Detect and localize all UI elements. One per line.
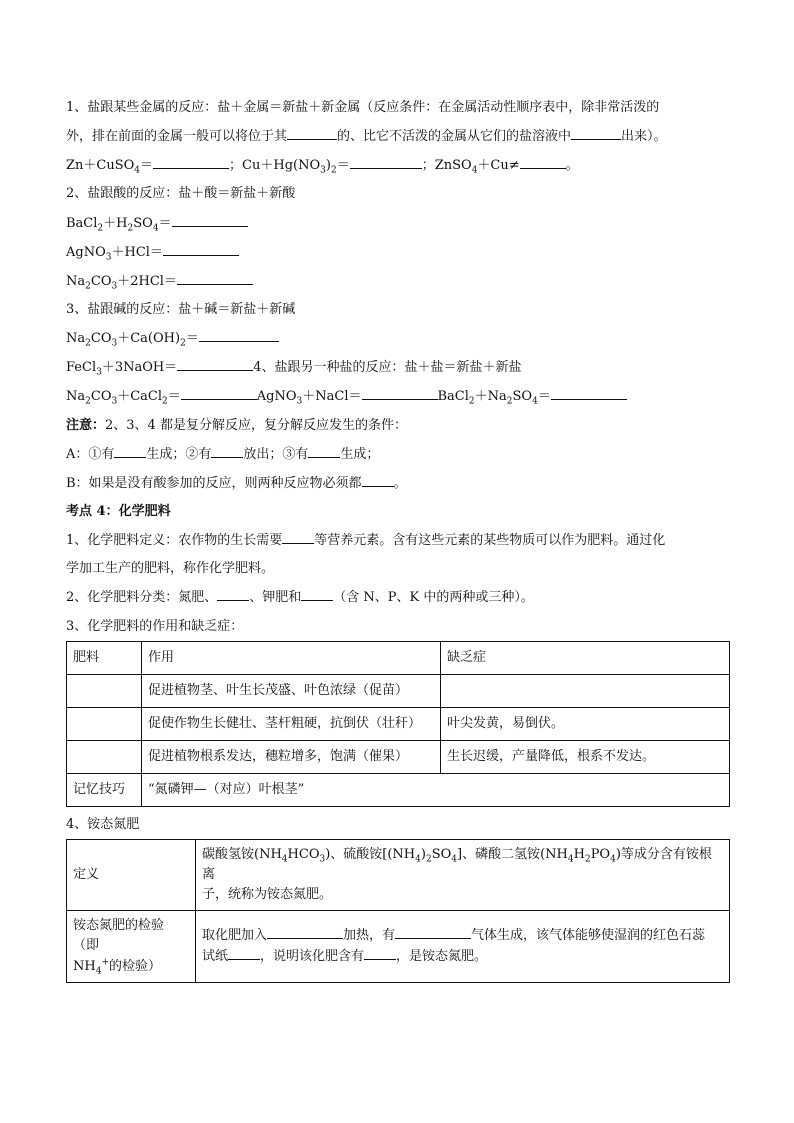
answer-blank[interactable] [395,925,471,939]
k4-p4: 4、铵态氮肥 [66,816,140,832]
table-header: 作用 [142,641,441,674]
eq-text: CO [90,331,112,347]
eq-text: AgNO [66,244,106,260]
answer-blank[interactable] [181,386,257,400]
def-text: 碳酸氢铵(NH [202,846,282,862]
answer-blank[interactable] [114,444,146,458]
eq-text: SO [512,389,533,405]
s1-equations [66,155,730,176]
s1-text-b2: 的、比它不活泼的金属从它们的盐溶液中 [337,129,572,145]
subscript: 2 [584,854,591,865]
answer-blank[interactable] [520,155,566,169]
s3-eq2-and-s4-title [66,357,730,378]
subscript: 3 [296,397,303,407]
eq-text: ＋NaCl＝ [302,389,362,405]
superscript: + [101,957,109,968]
def-text: H [573,846,585,862]
eq-text: ＋H [103,215,128,231]
subscript: 4 [471,165,478,176]
eq-text: 。 [565,158,579,174]
table-row [67,674,730,707]
table-header: 缺乏症 [441,641,730,674]
k4-p1c: 学加工生产的肥料，称作化学肥料。 [66,561,275,577]
s1-text-a: 1、盐跟某些金属的反应：盐＋金属＝新盐＋新金属（反应条件：在金属活动性顺序表中，除非常活泼的 [66,100,660,115]
answer-blank[interactable] [172,213,248,227]
subscript: 2 [97,223,104,234]
eq-text: Na [66,389,86,405]
k4-p2 [66,587,730,608]
s2-title: 2、盐跟酸的反应：盐＋酸＝新盐＋新酸 [66,186,296,202]
k4-text: 1、化学肥料定义：农作物的生长需要 [66,533,283,549]
eq-text: ＝ [336,158,350,174]
answer-blank[interactable] [364,946,396,960]
s1-line-a [66,98,730,118]
answer-blank[interactable] [217,587,249,601]
subscript: 2 [506,397,513,407]
s4-equations [66,386,730,407]
answer-blank[interactable] [267,925,343,939]
answer-blank[interactable] [350,155,422,169]
eq-text: ＝ [185,331,199,347]
table-cell: 促进植物根系发达，穗粒增多，饱满（催果） [142,740,441,773]
test-text-part: ，说明该化肥含有 [260,949,365,965]
eq-text: Na [66,331,86,347]
note-a-text: 生成；②有 [146,446,212,462]
test-label-line1: 铵态氮肥的检验 [73,918,165,934]
eq-text: BaCl [66,215,98,231]
subscript: 4 [152,223,159,234]
k4-text: 2、化学肥料分类：氮肥、 [66,590,218,606]
table-row [67,707,730,740]
ammonium-table [66,839,730,983]
answer-blank[interactable] [571,126,621,140]
eq-text: ) [325,158,331,174]
note-b [66,473,730,494]
k4-text: 、钾肥和 [249,590,302,606]
subscript: 2 [85,397,91,407]
subscript: 3 [319,854,326,865]
fertilizer-table [66,641,730,807]
test-label-line2: （即 NH [73,938,100,974]
s2-eq2 [66,242,730,263]
eq-text: Na [66,273,86,289]
table-cell[interactable] [441,674,730,707]
answer-blank[interactable] [362,473,394,487]
s1-text-b1: 外，排在前面的金属一般可以将位于其 [66,129,288,145]
memo-label: 记忆技巧 [67,773,142,806]
note-a-text: 生成； [340,446,380,462]
eq-text: ；ZnSO [421,158,472,174]
table-row-memo [67,773,730,806]
def-text: )等成分含有铵根离 [202,846,712,882]
test-text [196,911,730,982]
eq-text: ＋Na [474,389,507,405]
k4-p3: 3、化学肥料的作用和缺乏症： [66,618,244,634]
eq-text: SO [133,215,153,231]
answer-blank[interactable] [228,946,260,960]
s3-eq1 [66,328,730,349]
note-b-text: B：如果是没有酸参加的反应，则两种反应物必须都 [66,475,362,491]
test-text-part: 气体生成，该气体能够使湿润的红色石蕊 [471,928,706,944]
subscript: 2 [180,338,186,349]
def-text: HCO [287,846,320,862]
answer-blank[interactable] [551,386,627,400]
subscript: 4 [134,165,141,176]
definition-text [196,839,730,910]
def-text: ]、磷酸二氢铵(NH [457,846,568,862]
subscript: 4 [567,854,574,865]
answer-blank[interactable] [177,357,253,371]
note-a-text: A：①有 [66,446,115,462]
eq-text: AgNO [256,389,297,405]
def-text: PO [590,846,611,862]
subscript: 4 [415,854,421,865]
section-heading: 考点 4：化学肥料 [66,503,171,519]
eq-text: Zn＋CuSO [66,158,135,174]
eq-text: BaCl [437,389,469,405]
s4-title: 4、盐跟另一种盐的反应：盐＋盐＝新盐＋新盐 [253,360,522,376]
subscript: 2 [85,281,91,292]
answer-blank[interactable] [177,271,253,285]
subscript: 4 [532,397,538,407]
def-text: )、硫酸铵[(NH [325,846,416,862]
table-cell[interactable] [67,707,142,740]
subscript: 2 [162,397,168,407]
worksheet-page [66,98,730,983]
eq-text: ＝ [537,389,551,405]
answer-blank[interactable] [287,126,337,140]
eq-text: ＋Cu≠ [477,158,520,174]
eq-text: ＋3NaOH＝ [101,360,178,376]
eq-text: ＋Ca(OH) [117,331,181,347]
table-header-row [67,641,730,674]
table-cell: 生长迟缓，产量降低，根系不发达。 [441,740,730,773]
subscript: 2 [127,223,134,234]
k4-p1 [66,530,730,551]
table-cell: 促使作物生长健壮、茎杆粗硬，抗倒伏（壮秆） [142,707,441,740]
table-row-definition [67,839,730,910]
subscript: 4 [95,966,102,977]
answer-blank[interactable] [199,328,279,342]
answer-blank[interactable] [282,530,314,544]
note-a-text: 放出；③有 [243,446,309,462]
test-text-part: 试纸 [202,949,229,965]
eq-text: ＝ [158,215,172,231]
eq-text: ＋HCl＝ [111,244,163,260]
answer-blank[interactable] [163,242,239,256]
subscript: 3 [105,252,112,263]
answer-blank[interactable] [153,155,229,169]
subscript: 4 [281,854,288,865]
subscript: 3 [320,165,326,176]
subscript: 4 [451,854,458,865]
k4-text: （含 N、P、K 中的两种或三种）。 [333,590,534,606]
test-label [67,911,196,982]
test-text-part: ，是铵态氮肥。 [396,949,488,965]
memo-text: “氮磷钾—（对应）叶根茎” [142,773,730,806]
eq-text: ＝ [167,389,181,405]
answer-blank[interactable] [211,444,243,458]
subscript: 2 [468,397,475,407]
table-header: 肥料 [67,641,142,674]
note-line [66,416,730,436]
k4-text: 等营养元素。含有这些元素的某些物质可以作为肥料。通过化 [314,533,666,549]
answer-blank[interactable] [308,444,340,458]
eq-text: ＋2HCl＝ [117,273,177,289]
subscript: 3 [96,367,102,378]
test-label-line2: 的检验） [109,958,162,974]
test-text-part: 取化肥加入 [202,928,268,944]
subscript: 4 [610,854,616,865]
table-row-test [67,911,730,982]
def-text: ) [420,846,426,862]
subscript: 2 [425,854,432,865]
eq-text: ＋CaCl [117,389,163,405]
s1-text-b3: 出来）。 [621,129,667,145]
subscript: 3 [111,281,118,292]
subscript: 2 [330,165,337,176]
s1-line-b [66,126,730,147]
eq-text: ；Cu＋Hg(NO [229,158,321,174]
table-cell[interactable] [67,740,142,773]
def-text: 子，统称为铵态氮肥。 [202,887,333,903]
eq-text: CO [90,389,112,405]
eq-text: FeCl [66,360,97,376]
subscript: 3 [111,397,118,407]
table-cell: 叶尖发黄，易倒伏。 [441,707,730,740]
answer-blank[interactable] [301,587,333,601]
table-cell[interactable] [67,674,142,707]
eq-text: ＝ [140,158,154,174]
def-text: SO [431,846,452,862]
note-b-text: 。 [393,475,407,491]
s2-eq1 [66,213,730,234]
note-label: 注意： [66,417,106,433]
eq-text: CO [90,273,112,289]
table-row [67,740,730,773]
table-cell: 促进植物茎、叶生长茂盛、叶色浓绿（促苗） [142,674,441,707]
answer-blank[interactable] [362,386,438,400]
s3-title: 3、盐跟碱的反应：盐＋碱＝新盐＋新碱 [66,301,296,317]
test-text-part: 加热，有 [343,928,396,944]
note-text: 2、3、4 都是复分解反应，复分解反应发生的条件： [105,417,407,433]
note-a [66,444,730,465]
definition-label: 定义 [67,839,196,910]
subscript: 2 [85,338,91,349]
s2-eq3 [66,271,730,292]
subscript: 3 [111,338,118,349]
